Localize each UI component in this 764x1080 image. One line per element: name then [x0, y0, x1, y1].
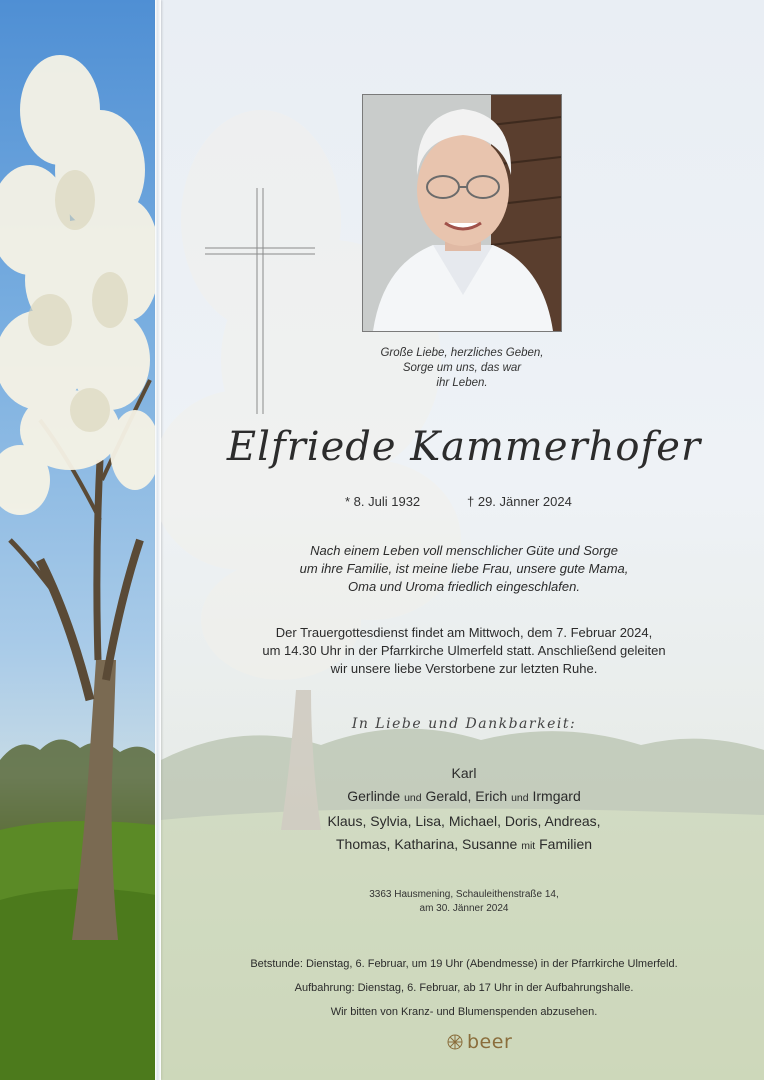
family-line-1: Karl	[451, 765, 477, 781]
passing-line: um ihre Familie, ist meine liebe Frau, unsere gute Mama,	[299, 561, 629, 576]
logo-text: beer	[467, 1031, 513, 1053]
prayer-hour-note: Betstunde: Dienstag, 6. Februar, um 19 Uhr (Abendmesse) in der Pfarrkirche Ulmerfeld.	[250, 958, 678, 970]
family-name: Gerlinde	[347, 788, 401, 804]
dedication-heading: In Liebe und Dankbarkeit:	[351, 716, 577, 732]
family-name: Gerald, Erich	[425, 788, 508, 804]
left-tree-photo	[0, 0, 156, 1080]
birth-date: * 8. Juli 1932	[345, 494, 421, 509]
portrait-image	[363, 95, 561, 331]
service-line: wir unsere liebe Verstorbene zur letzten Ruhe.	[330, 661, 598, 676]
family-conjunction: und	[511, 792, 529, 804]
memorial-quote	[330, 346, 594, 391]
quote-line: ihr Leben.	[436, 377, 488, 389]
death-date: † 29. Jänner 2024	[467, 494, 572, 509]
service-line: Der Trauergottesdienst findet am Mittwoch, dem 7. Februar 2024,	[275, 625, 653, 640]
address-date: am 30. Jänner 2024	[419, 903, 509, 914]
passing-announcement	[230, 542, 698, 596]
family-line-2	[230, 785, 698, 810]
cross-icon	[205, 188, 315, 414]
quote-line: Große Liebe, herzliches Geben,	[380, 347, 544, 359]
address-block	[230, 888, 698, 916]
family-name: Familien	[539, 836, 593, 852]
address-line: 3363 Hausmening, Schauleithenstraße 14,	[369, 889, 559, 900]
passing-line: Nach einem Leben voll menschlicher Güte und Sorge	[310, 543, 618, 558]
passing-line: Oma und Uroma friedlich eingeschlafen.	[348, 579, 580, 594]
portrait-photo	[362, 94, 562, 332]
dandelion-icon	[446, 1033, 464, 1051]
flowers-note: Wir bitten von Kranz- und Blumenspenden abzusehen.	[330, 1006, 598, 1018]
family-name: Irmgard	[532, 788, 581, 804]
family-conjunction: und	[404, 792, 422, 804]
additional-notes	[190, 952, 738, 1024]
family-line-4	[230, 833, 698, 858]
deceased-name: Elfriede Kammerhofer	[226, 424, 702, 470]
quote-line: Sorge um uns, das war	[402, 362, 522, 374]
service-line: um 14.30 Uhr in der Pfarrkirche Ulmerfeld statt. Anschließend geleiten	[262, 643, 666, 658]
family-name: Thomas, Katharina, Susanne	[335, 836, 518, 852]
family-conjunction: mit	[521, 840, 536, 852]
funeral-service-info	[230, 624, 698, 678]
viewing-note: Aufbahrung: Dienstag, 6. Februar, ab 17 Uhr in der Aufbahrungshalle.	[294, 982, 634, 994]
family-line-3: Klaus, Sylvia, Lisa, Michael, Doris, Andreas,	[327, 813, 601, 829]
funeral-home-logo	[446, 1030, 512, 1054]
mourners-list	[230, 762, 698, 858]
